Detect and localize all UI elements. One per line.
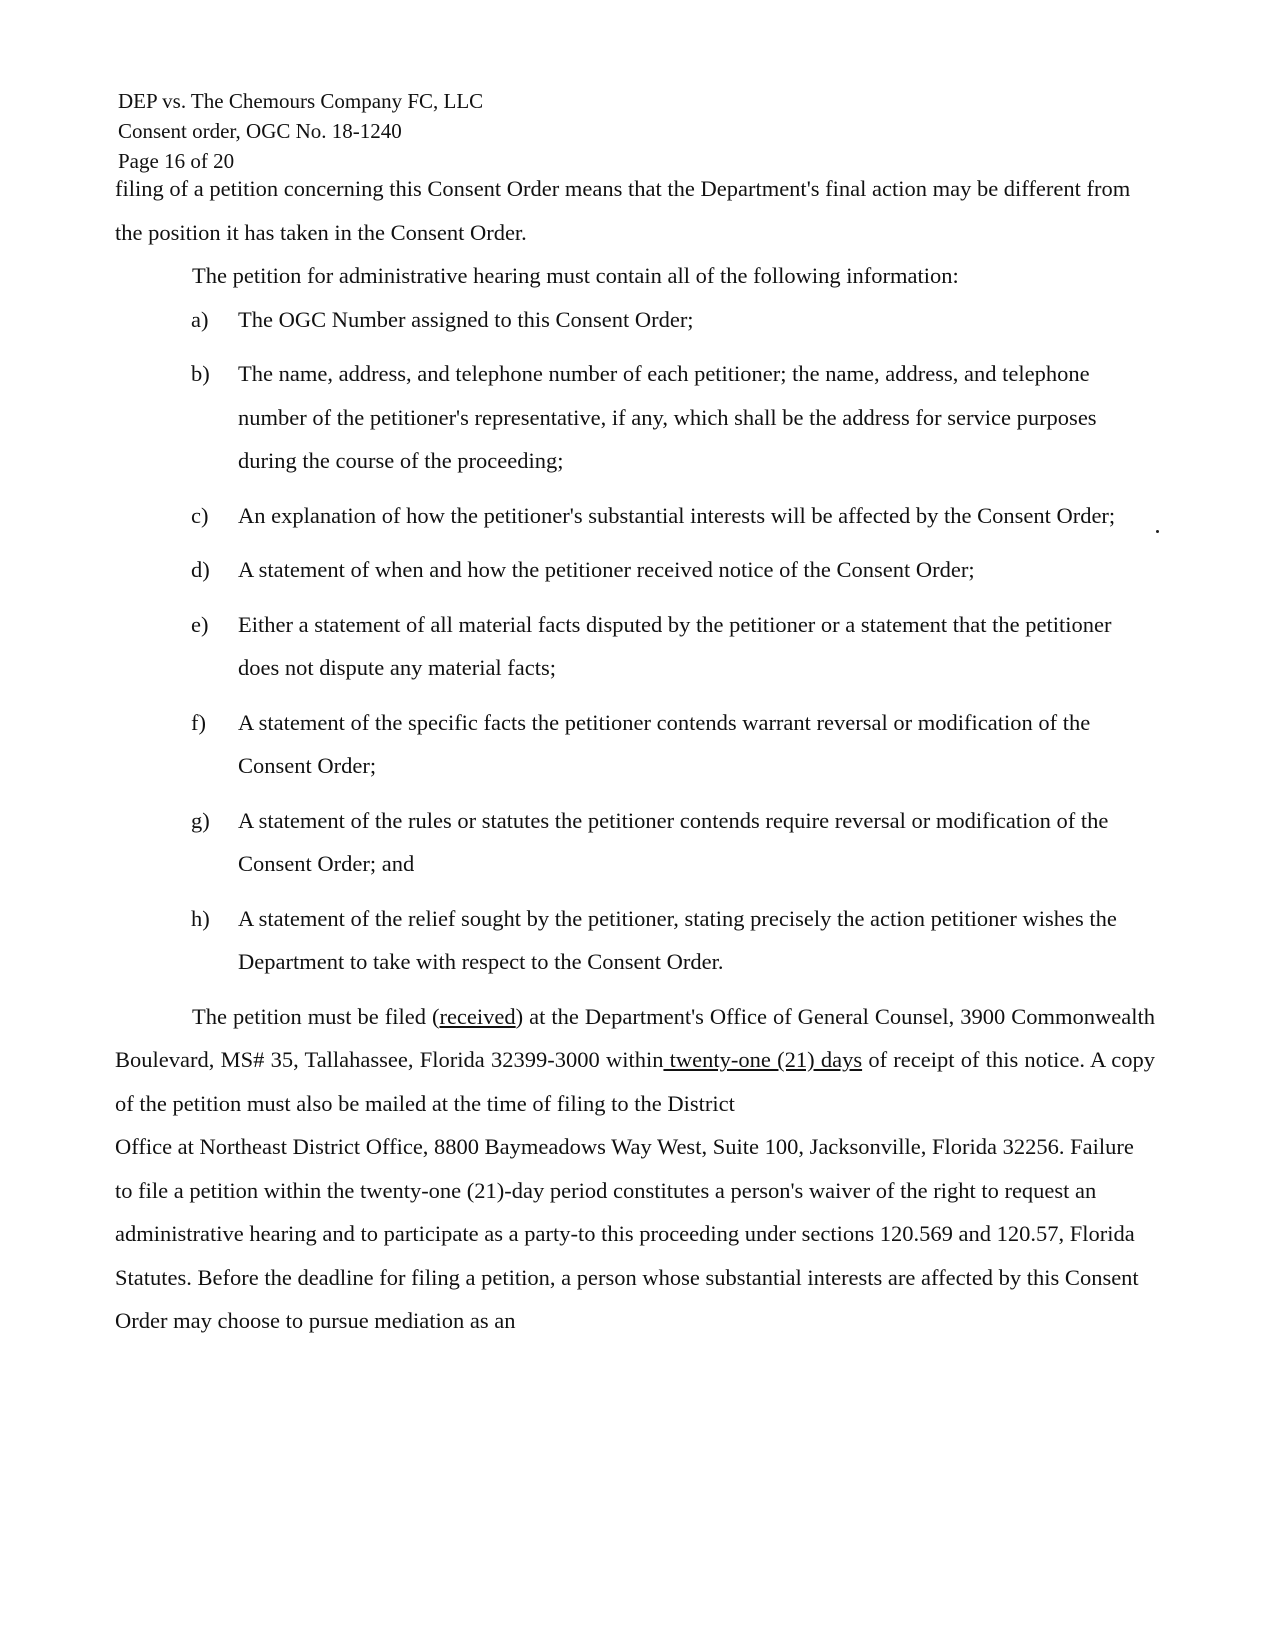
district-office-paragraph: Office at Northeast District Office, 8800 Baymeadows Way West, Suite 100, Jacksonville, Florida 32256. Failure to file a petition within the twenty-one (21)-day period constitutes a person's waiver of the right to request an administrative hearing and to participate as a party-to this proceeding under sections 120.569 and 120.57, Florida Statutes. Before the deadline for filing a petition, a person whose substantial interests are affected by this Consent Order may choose to pursue mediation as an [115,1134,1139,1333]
list-item-marker: b) [191,361,210,386]
list-item [115,298,1155,342]
list-item-marker: g) [191,807,210,833]
list-item-text: The name, address, and telephone number of each petitioner; the name, address, and telephone number of the petitioner's representative, if any, which shall be the address for service purposes during the course of the proceeding; [238,361,1097,473]
list-item-text: A statement of the specific facts the petitioner contends warrant reversal or modification of the Consent Order; [238,709,1091,778]
petition-requirements-list [115,298,1155,984]
received-underlined: received [439,1003,516,1029]
list-item-text: A statement of the rules or statutes the petitioner contends require reversal or modification of the Consent Order; and [238,807,1109,876]
list-item [115,897,1155,984]
list-item-text: A statement of the relief sought by the petitioner, stating precisely the action petitioner wishes the Department to take with respect to the Consent Order. [238,905,1117,974]
intro-paragraph: filing of a petition concerning this Consent Order means that the Department's final action may be different from the position it has taken in the Consent Order. [115,176,1131,245]
list-item-marker: a) [191,306,209,332]
list-item-marker: e) [191,611,209,637]
filing-text-part3: of receipt of this notice. A copy of the petition must also be mailed at the time of filing to the District [115,1047,1155,1116]
filing-text-part1: The petition must be filed ( [192,1003,440,1029]
list-intro: The petition for administrative hearing must contain all of the following information: [192,263,959,288]
page-header [118,86,483,176]
stray-mark [1156,530,1159,533]
list-item-marker: d) [191,557,210,582]
deadline-underlined: twenty-one (21) days [663,1047,863,1072]
filing-paragraph [115,995,1155,1126]
list-item-marker: f) [191,709,206,735]
list-item-text: An explanation of how the petitioner's substantial interests will be affected by the Consent Order; [238,502,1116,528]
list-item-text: A statement of when and how the petitioner received notice of the Consent Order; [238,557,975,582]
list-item [115,799,1155,886]
header-page-number: Page 16 of 20 [118,149,235,173]
header-case-title: DEP vs. The Chemours Company FC, LLC [118,89,484,113]
list-item [115,701,1155,788]
list-item-marker: c) [191,502,209,528]
list-item [115,603,1155,690]
list-item [115,494,1155,538]
list-item [115,548,1155,592]
list-item [115,352,1155,483]
filing-text-part2: ) at the Department's Office of General Counsel, 3900 Commonwealth Boulevard, MS# 35, Tallahassee, Florida 32399-3000 within [115,1003,1155,1072]
header-ogc-number: Consent order, OGC No. 18-1240 [118,119,402,143]
list-item-text: The OGC Number assigned to this Consent Order; [238,306,694,332]
list-item-text: Either a statement of all material facts disputed by the petitioner or a statement that the petitioner does not dispute any material facts; [238,611,1112,680]
list-item-marker: h) [191,905,210,931]
document-body [115,167,1155,1343]
